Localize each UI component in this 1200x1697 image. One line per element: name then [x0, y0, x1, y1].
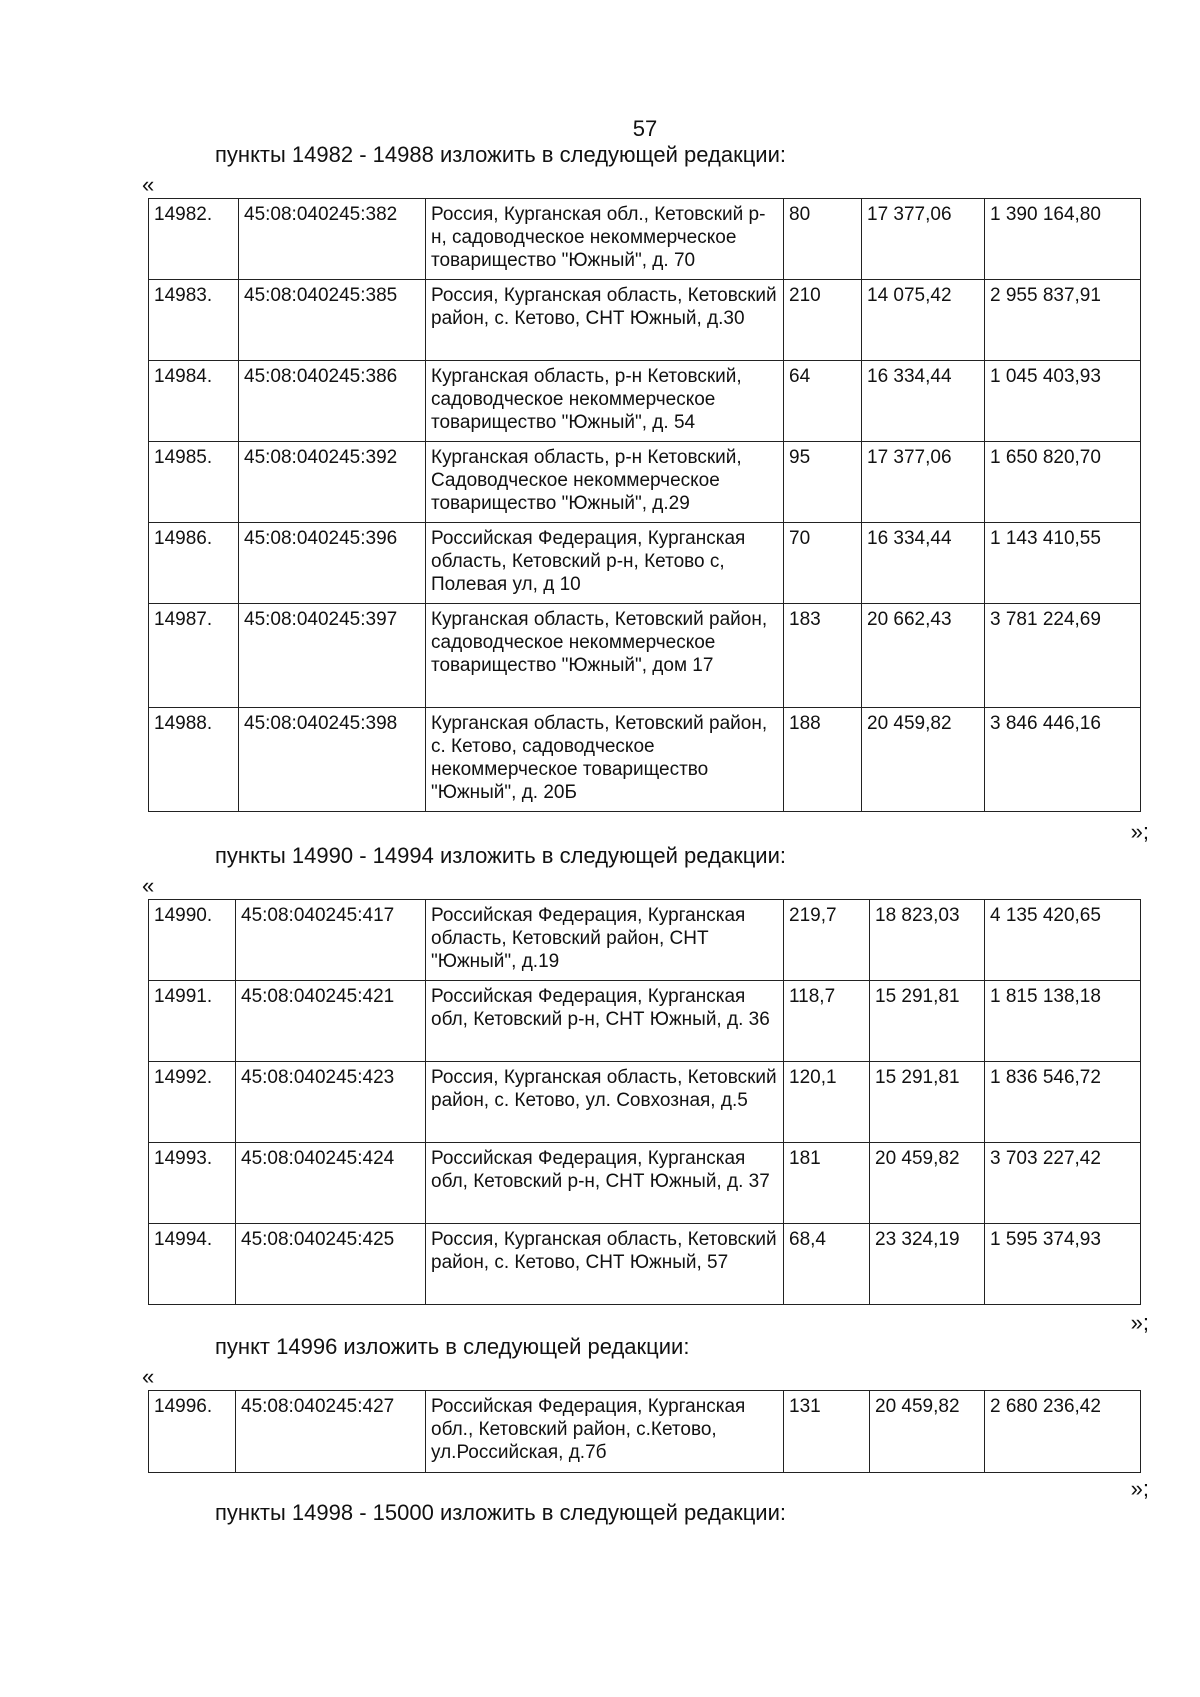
cell-cadastral: 45:08:040245:417 [236, 900, 426, 981]
cell-rate: 16 334,44 [862, 361, 985, 442]
cell-area: 219,7 [784, 900, 870, 981]
section-intro: пункты 14990 - 14994 изложить в следующей редакции: [215, 843, 787, 868]
cell-area: 188 [784, 708, 862, 812]
cell-address: Российская Федерация, Курганская обл., Кетовский район, с.Кетово, ул.Российская, д.7б [426, 1391, 784, 1473]
cell-address: Курганская область, Кетовский район, с. Кетово, садоводческое некоммерческое товарищество "Южный", д. 20Б [426, 708, 784, 812]
opening-quote: « [142, 172, 155, 197]
cell-area: 64 [784, 361, 862, 442]
cell-number: 14982. [149, 199, 239, 280]
cell-rate: 20 459,82 [862, 708, 985, 812]
cell-address: Россия, Курганская обл., Кетовский р-н, садоводческое некоммерческое товарищество "Южный", д. 70 [426, 199, 784, 280]
cell-value: 1 595 374,93 [985, 1224, 1141, 1305]
items-table [148, 899, 1141, 1305]
cell-rate: 20 459,82 [870, 1391, 985, 1473]
cell-cadastral: 45:08:040245:427 [236, 1391, 426, 1473]
cell-rate: 18 823,03 [870, 900, 985, 981]
cell-value: 2 955 837,91 [985, 280, 1141, 361]
table-row [149, 199, 1141, 280]
cell-rate: 17 377,06 [862, 442, 985, 523]
cell-value: 1 836 546,72 [985, 1062, 1141, 1143]
closing-quote: »; [1130, 819, 1149, 844]
cell-number: 14986. [149, 523, 239, 604]
cell-rate: 14 075,42 [862, 280, 985, 361]
cell-number: 14984. [149, 361, 239, 442]
cell-number: 14987. [149, 604, 239, 708]
cell-cadastral: 45:08:040245:424 [236, 1143, 426, 1224]
cell-cadastral: 45:08:040245:392 [239, 442, 426, 523]
cell-number: 14988. [149, 708, 239, 812]
cell-area: 210 [784, 280, 862, 361]
cell-value: 3 781 224,69 [985, 604, 1141, 708]
cell-number: 14994. [149, 1224, 236, 1305]
cell-cadastral: 45:08:040245:398 [239, 708, 426, 812]
cell-area: 183 [784, 604, 862, 708]
cell-area: 118,7 [784, 981, 870, 1062]
cell-address: Российская Федерация, Курганская обл, Кетовский р-н, СНТ Южный, д. 37 [426, 1143, 784, 1224]
table-row [149, 604, 1141, 708]
cell-number: 14993. [149, 1143, 236, 1224]
cell-cadastral: 45:08:040245:385 [239, 280, 426, 361]
cell-area: 68,4 [784, 1224, 870, 1305]
table-row [149, 1143, 1141, 1224]
cell-rate: 20 459,82 [870, 1143, 985, 1224]
cell-value: 1 045 403,93 [985, 361, 1141, 442]
opening-quote: « [142, 873, 155, 898]
cell-value: 1 650 820,70 [985, 442, 1141, 523]
cell-number: 14992. [149, 1062, 236, 1143]
section-intro: пункты 14998 - 15000 изложить в следующей редакции: [215, 1500, 787, 1525]
cell-number: 14983. [149, 280, 239, 361]
table-row [149, 708, 1141, 812]
cell-value: 1 390 164,80 [985, 199, 1141, 280]
items-table [148, 1390, 1141, 1473]
cell-rate: 15 291,81 [870, 981, 985, 1062]
cell-cadastral: 45:08:040245:382 [239, 199, 426, 280]
cell-value: 1 815 138,18 [985, 981, 1141, 1062]
cell-address: Курганская область, Кетовский район, садоводческое некоммерческое товарищество "Южный", дом 17 [426, 604, 784, 708]
cell-area: 70 [784, 523, 862, 604]
cell-rate: 15 291,81 [870, 1062, 985, 1143]
cell-area: 95 [784, 442, 862, 523]
table-row [149, 1391, 1141, 1473]
cell-value: 3 846 446,16 [985, 708, 1141, 812]
table-row [149, 981, 1141, 1062]
section-intro: пункт 14996 изложить в следующей редакции: [215, 1334, 690, 1359]
opening-quote: « [142, 1364, 155, 1389]
cell-number: 14990. [149, 900, 236, 981]
table-row [149, 442, 1141, 523]
cell-value: 4 135 420,65 [985, 900, 1141, 981]
cell-address: Россия, Курганская область, Кетовский район, с. Кетово, ул. Совхозная, д.5 [426, 1062, 784, 1143]
closing-quote: »; [1130, 1476, 1149, 1501]
cell-rate: 20 662,43 [862, 604, 985, 708]
cell-address: Россия, Курганская область, Кетовский район, с. Кетово, СНТ Южный, 57 [426, 1224, 784, 1305]
cell-rate: 17 377,06 [862, 199, 985, 280]
cell-area: 80 [784, 199, 862, 280]
cell-rate: 16 334,44 [862, 523, 985, 604]
table-row [149, 1224, 1141, 1305]
cell-cadastral: 45:08:040245:425 [236, 1224, 426, 1305]
table-row [149, 280, 1141, 361]
cell-address: Российская Федерация, Курганская область, Кетовский р-н, Кетово с, Полевая ул, д 10 [426, 523, 784, 604]
items-table [148, 198, 1141, 812]
cell-value: 1 143 410,55 [985, 523, 1141, 604]
cell-cadastral: 45:08:040245:397 [239, 604, 426, 708]
cell-cadastral: 45:08:040245:386 [239, 361, 426, 442]
cell-address: Российская Федерация, Курганская область, Кетовский район, СНТ "Южный", д.19 [426, 900, 784, 981]
cell-number: 14991. [149, 981, 236, 1062]
cell-address: Курганская область, р-н Кетовский, садоводческое некоммерческое товарищество "Южный", д. 54 [426, 361, 784, 442]
cell-area: 131 [784, 1391, 870, 1473]
cell-address: Российская Федерация, Курганская обл, Кетовский р-н, СНТ Южный, д. 36 [426, 981, 784, 1062]
table-row [149, 900, 1141, 981]
table-row [149, 361, 1141, 442]
cell-cadastral: 45:08:040245:396 [239, 523, 426, 604]
cell-cadastral: 45:08:040245:421 [236, 981, 426, 1062]
cell-rate: 23 324,19 [870, 1224, 985, 1305]
cell-area: 181 [784, 1143, 870, 1224]
table-row [149, 523, 1141, 604]
cell-number: 14985. [149, 442, 239, 523]
cell-value: 2 680 236,42 [985, 1391, 1141, 1473]
table-row [149, 1062, 1141, 1143]
cell-number: 14996. [149, 1391, 236, 1473]
cell-area: 120,1 [784, 1062, 870, 1143]
cell-address: Россия, Курганская область, Кетовский район, с. Кетово, СНТ Южный, д.30 [426, 280, 784, 361]
closing-quote: »; [1130, 1310, 1149, 1335]
cell-cadastral: 45:08:040245:423 [236, 1062, 426, 1143]
section-intro: пункты 14982 - 14988 изложить в следующей редакции: [215, 142, 787, 167]
page-number: 57 [632, 116, 658, 141]
cell-address: Курганская область, р-н Кетовский, Садоводческое некоммерческое товарищество "Южный", д.29 [426, 442, 784, 523]
cell-value: 3 703 227,42 [985, 1143, 1141, 1224]
